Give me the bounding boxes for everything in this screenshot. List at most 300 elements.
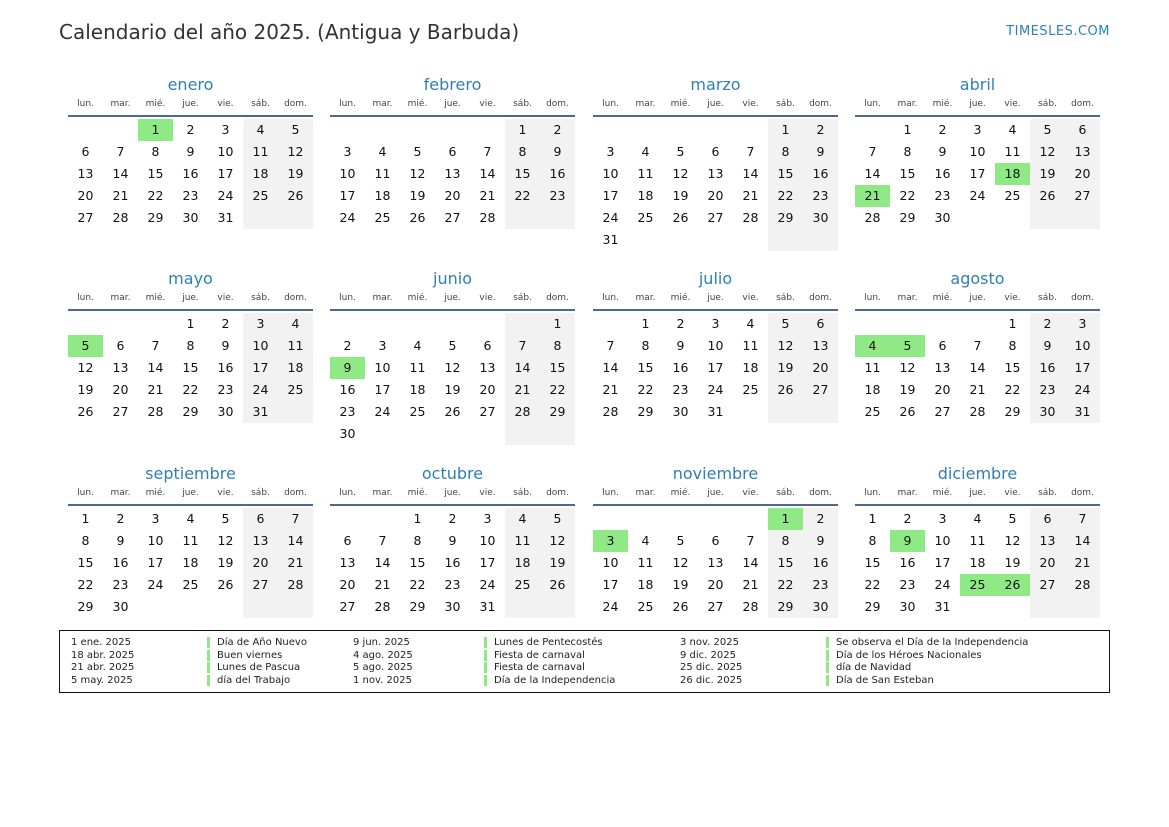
day-cell[interactable]: 15	[899, 166, 916, 181]
day-cell[interactable]: 21	[742, 188, 759, 203]
day-cell[interactable]: 13	[934, 360, 951, 375]
day-cell[interactable]: 1	[868, 511, 877, 526]
day-cell[interactable]: 15	[147, 166, 164, 181]
day-cell[interactable]: 3	[151, 511, 160, 526]
day-cell[interactable]: 13	[444, 166, 461, 181]
day-cell[interactable]: 5	[448, 338, 457, 353]
day-cell[interactable]: 15	[768, 163, 803, 185]
day-cell[interactable]: 17	[602, 188, 619, 203]
day-cell[interactable]: 16	[934, 166, 951, 181]
day-cell[interactable]: 24	[217, 188, 234, 203]
day-cell[interactable]: 9	[890, 530, 925, 552]
day-cell[interactable]: 31	[1065, 401, 1100, 423]
day-cell[interactable]: 6	[81, 144, 90, 159]
day-cell[interactable]: 24	[479, 577, 496, 592]
day-cell[interactable]: 8	[641, 338, 650, 353]
brand-link[interactable]: TIMESLES.COM	[1006, 24, 1110, 39]
day-cell[interactable]: 18	[637, 188, 654, 203]
day-cell[interactable]: 1	[413, 511, 422, 526]
day-cell[interactable]: 16	[444, 555, 461, 570]
day-cell[interactable]: 14	[742, 166, 759, 181]
day-cell[interactable]: 30	[339, 426, 356, 441]
day-cell[interactable]: 7	[378, 533, 387, 548]
day-cell[interactable]: 26	[672, 599, 689, 614]
day-cell[interactable]: 6	[803, 313, 838, 335]
day-cell[interactable]: 16	[182, 166, 199, 181]
day-cell[interactable]: 10	[147, 533, 164, 548]
day-cell[interactable]: 8	[540, 335, 575, 357]
day-cell[interactable]: 5	[890, 335, 925, 357]
day-cell[interactable]: 24	[243, 379, 278, 401]
day-cell[interactable]: 13	[803, 335, 838, 357]
day-cell[interactable]: 12	[768, 335, 803, 357]
day-cell[interactable]: 27	[707, 599, 724, 614]
day-cell[interactable]: 4	[278, 313, 313, 335]
day-cell[interactable]: 24	[602, 210, 619, 225]
day-cell[interactable]: 29	[899, 210, 916, 225]
day-cell[interactable]: 12	[217, 533, 234, 548]
day-cell[interactable]: 2	[938, 122, 947, 137]
day-cell[interactable]: 7	[746, 533, 755, 548]
day-cell[interactable]: 19	[672, 188, 689, 203]
day-cell[interactable]: 14	[505, 357, 540, 379]
day-cell[interactable]: 6	[711, 144, 720, 159]
day-cell[interactable]: 19	[672, 577, 689, 592]
day-cell[interactable]: 9	[676, 338, 685, 353]
day-cell[interactable]: 17	[243, 357, 278, 379]
day-cell[interactable]: 31	[707, 404, 724, 419]
day-cell[interactable]: 18	[505, 552, 540, 574]
day-cell[interactable]: 24	[602, 599, 619, 614]
day-cell[interactable]: 15	[768, 552, 803, 574]
day-cell[interactable]: 1	[1008, 316, 1017, 331]
day-cell[interactable]: 16	[672, 360, 689, 375]
day-cell[interactable]: 12	[77, 360, 94, 375]
day-cell[interactable]: 16	[803, 552, 838, 574]
day-cell[interactable]: 12	[899, 360, 916, 375]
day-cell[interactable]: 22	[409, 577, 426, 592]
day-cell[interactable]: 26	[217, 577, 234, 592]
day-cell[interactable]: 16	[803, 163, 838, 185]
day-cell[interactable]: 13	[243, 530, 278, 552]
day-cell[interactable]: 27	[112, 404, 129, 419]
day-cell[interactable]: 22	[637, 382, 654, 397]
day-cell[interactable]: 10	[707, 338, 724, 353]
day-cell[interactable]: 29	[864, 599, 881, 614]
day-cell[interactable]: 13	[707, 166, 724, 181]
day-cell[interactable]: 8	[1008, 338, 1017, 353]
day-cell[interactable]: 17	[602, 577, 619, 592]
day-cell[interactable]: 14	[278, 530, 313, 552]
day-cell[interactable]: 22	[182, 382, 199, 397]
day-cell[interactable]: 7	[151, 338, 160, 353]
day-cell[interactable]: 3	[711, 316, 720, 331]
day-cell[interactable]: 15	[637, 360, 654, 375]
day-cell[interactable]: 21	[112, 188, 129, 203]
day-cell[interactable]: 7	[483, 144, 492, 159]
day-cell[interactable]: 31	[602, 232, 619, 247]
day-cell[interactable]: 31	[934, 599, 951, 614]
day-cell[interactable]: 3	[1065, 313, 1100, 335]
day-cell[interactable]: 25	[243, 185, 278, 207]
day-cell[interactable]: 28	[374, 599, 391, 614]
day-cell[interactable]: 26	[278, 185, 313, 207]
day-cell[interactable]: 28	[479, 210, 496, 225]
day-cell[interactable]: 22	[768, 574, 803, 596]
day-cell[interactable]: 1	[81, 511, 90, 526]
day-cell[interactable]: 24	[339, 210, 356, 225]
day-cell[interactable]: 12	[1030, 141, 1065, 163]
day-cell[interactable]: 3	[938, 511, 947, 526]
day-cell[interactable]: 7	[505, 335, 540, 357]
day-cell[interactable]: 13	[707, 555, 724, 570]
day-cell[interactable]: 11	[742, 338, 759, 353]
day-cell[interactable]: 21	[742, 577, 759, 592]
day-cell[interactable]: 29	[182, 404, 199, 419]
day-cell[interactable]: 20	[934, 382, 951, 397]
day-cell[interactable]: 28	[505, 401, 540, 423]
day-cell[interactable]: 26	[77, 404, 94, 419]
day-cell[interactable]: 26	[899, 404, 916, 419]
day-cell[interactable]: 25	[637, 210, 654, 225]
day-cell[interactable]: 11	[409, 360, 426, 375]
day-cell[interactable]: 9	[448, 533, 457, 548]
day-cell[interactable]: 17	[969, 166, 986, 181]
day-cell[interactable]: 22	[768, 185, 803, 207]
day-cell[interactable]: 15	[182, 360, 199, 375]
day-cell[interactable]: 21	[1065, 552, 1100, 574]
day-cell[interactable]: 25	[637, 599, 654, 614]
day-cell[interactable]: 29	[1004, 404, 1021, 419]
day-cell[interactable]: 2	[903, 511, 912, 526]
day-cell[interactable]: 20	[1065, 163, 1100, 185]
day-cell[interactable]: 9	[116, 533, 125, 548]
day-cell[interactable]: 7	[606, 338, 615, 353]
day-cell[interactable]: 26	[444, 404, 461, 419]
day-cell[interactable]: 27	[339, 599, 356, 614]
day-cell[interactable]: 26	[1030, 185, 1065, 207]
day-cell[interactable]: 25	[505, 574, 540, 596]
day-cell[interactable]: 3	[221, 122, 230, 137]
day-cell[interactable]: 30	[182, 210, 199, 225]
day-cell[interactable]: 26	[768, 379, 803, 401]
day-cell[interactable]: 19	[540, 552, 575, 574]
day-cell[interactable]: 18	[374, 188, 391, 203]
day-cell[interactable]: 27	[444, 210, 461, 225]
day-cell[interactable]: 26	[409, 210, 426, 225]
day-cell[interactable]: 11	[243, 141, 278, 163]
day-cell[interactable]: 5	[676, 144, 685, 159]
day-cell[interactable]: 14	[479, 166, 496, 181]
day-cell[interactable]: 4	[1008, 122, 1017, 137]
day-cell[interactable]: 1	[903, 122, 912, 137]
day-cell[interactable]: 17	[479, 555, 496, 570]
day-cell[interactable]: 20	[707, 188, 724, 203]
day-cell[interactable]: 4	[641, 533, 650, 548]
day-cell[interactable]: 29	[637, 404, 654, 419]
day-cell[interactable]: 31	[217, 210, 234, 225]
day-cell[interactable]: 13	[77, 166, 94, 181]
day-cell[interactable]: 7	[973, 338, 982, 353]
day-cell[interactable]: 14	[374, 555, 391, 570]
day-cell[interactable]: 31	[479, 599, 496, 614]
day-cell[interactable]: 20	[479, 382, 496, 397]
day-cell[interactable]: 30	[444, 599, 461, 614]
day-cell[interactable]: 9	[1030, 335, 1065, 357]
day-cell[interactable]: 2	[676, 316, 685, 331]
day-cell[interactable]: 20	[112, 382, 129, 397]
day-cell[interactable]: 2	[448, 511, 457, 526]
day-cell[interactable]: 16	[540, 163, 575, 185]
day-cell[interactable]: 15	[505, 163, 540, 185]
day-cell[interactable]: 5	[1030, 119, 1065, 141]
day-cell[interactable]: 26	[540, 574, 575, 596]
day-cell[interactable]: 1	[186, 316, 195, 331]
day-cell[interactable]: 6	[938, 338, 947, 353]
day-cell[interactable]: 13	[112, 360, 129, 375]
day-cell[interactable]: 15	[409, 555, 426, 570]
day-cell[interactable]: 25	[1004, 188, 1021, 203]
day-cell[interactable]: 23	[899, 577, 916, 592]
day-cell[interactable]: 2	[221, 316, 230, 331]
day-cell[interactable]: 18	[243, 163, 278, 185]
day-cell[interactable]: 9	[330, 357, 365, 379]
day-cell[interactable]: 7	[116, 144, 125, 159]
day-cell[interactable]: 30	[1030, 401, 1065, 423]
day-cell[interactable]: 13	[339, 555, 356, 570]
day-cell[interactable]: 25	[182, 577, 199, 592]
day-cell[interactable]: 8	[868, 533, 877, 548]
day-cell[interactable]: 8	[186, 338, 195, 353]
day-cell[interactable]: 12	[444, 360, 461, 375]
day-cell[interactable]: 20	[339, 577, 356, 592]
day-cell[interactable]: 28	[278, 574, 313, 596]
day-cell[interactable]: 30	[803, 207, 838, 229]
day-cell[interactable]: 8	[81, 533, 90, 548]
day-cell[interactable]: 5	[1008, 511, 1017, 526]
day-cell[interactable]: 5	[676, 533, 685, 548]
day-cell[interactable]: 18	[637, 577, 654, 592]
day-cell[interactable]: 25	[864, 404, 881, 419]
day-cell[interactable]: 6	[343, 533, 352, 548]
day-cell[interactable]: 10	[602, 166, 619, 181]
day-cell[interactable]: 22	[899, 188, 916, 203]
day-cell[interactable]: 12	[540, 530, 575, 552]
day-cell[interactable]: 19	[444, 382, 461, 397]
day-cell[interactable]: 29	[768, 207, 803, 229]
day-cell[interactable]: 24	[374, 404, 391, 419]
day-cell[interactable]: 16	[112, 555, 129, 570]
day-cell[interactable]: 16	[339, 382, 356, 397]
day-cell[interactable]: 3	[606, 144, 615, 159]
day-cell[interactable]: 28	[1065, 574, 1100, 596]
day-cell[interactable]: 24	[934, 577, 951, 592]
day-cell[interactable]: 29	[768, 596, 803, 618]
day-cell[interactable]: 2	[186, 122, 195, 137]
day-cell[interactable]: 30	[803, 596, 838, 618]
day-cell[interactable]: 21	[147, 382, 164, 397]
day-cell[interactable]: 5	[221, 511, 230, 526]
day-cell[interactable]: 9	[803, 530, 838, 552]
day-cell[interactable]: 3	[343, 144, 352, 159]
day-cell[interactable]: 14	[742, 555, 759, 570]
day-cell[interactable]: 13	[1030, 530, 1065, 552]
day-cell[interactable]: 5	[278, 119, 313, 141]
day-cell[interactable]: 3	[378, 338, 387, 353]
day-cell[interactable]: 24	[969, 188, 986, 203]
day-cell[interactable]: 24	[147, 577, 164, 592]
day-cell[interactable]: 10	[1065, 335, 1100, 357]
day-cell[interactable]: 22	[505, 185, 540, 207]
day-cell[interactable]: 12	[672, 555, 689, 570]
day-cell[interactable]: 16	[899, 555, 916, 570]
day-cell[interactable]: 21	[602, 382, 619, 397]
day-cell[interactable]: 5	[413, 144, 422, 159]
day-cell[interactable]: 14	[112, 166, 129, 181]
day-cell[interactable]: 3	[973, 122, 982, 137]
day-cell[interactable]: 30	[672, 404, 689, 419]
day-cell[interactable]: 19	[217, 555, 234, 570]
day-cell[interactable]: 2	[343, 338, 352, 353]
day-cell[interactable]: 19	[768, 357, 803, 379]
day-cell[interactable]: 9	[803, 141, 838, 163]
day-cell[interactable]: 29	[147, 210, 164, 225]
day-cell[interactable]: 21	[374, 577, 391, 592]
day-cell[interactable]: 10	[243, 335, 278, 357]
day-cell[interactable]: 10	[969, 144, 986, 159]
day-cell[interactable]: 22	[864, 577, 881, 592]
day-cell[interactable]: 17	[1065, 357, 1100, 379]
day-cell[interactable]: 13	[479, 360, 496, 375]
day-cell[interactable]: 25	[960, 574, 995, 596]
day-cell[interactable]: 1	[641, 316, 650, 331]
day-cell[interactable]: 7	[278, 508, 313, 530]
day-cell[interactable]: 4	[641, 144, 650, 159]
day-cell[interactable]: 25	[374, 210, 391, 225]
day-cell[interactable]: 11	[374, 166, 391, 181]
day-cell[interactable]: 18	[182, 555, 199, 570]
day-cell[interactable]: 27	[1030, 574, 1065, 596]
day-cell[interactable]: 14	[147, 360, 164, 375]
day-cell[interactable]: 1	[138, 119, 173, 141]
day-cell[interactable]: 29	[540, 401, 575, 423]
day-cell[interactable]: 6	[483, 338, 492, 353]
day-cell[interactable]: 12	[278, 141, 313, 163]
day-cell[interactable]: 18	[995, 163, 1030, 185]
day-cell[interactable]: 8	[151, 144, 160, 159]
day-cell[interactable]: 21	[855, 185, 890, 207]
day-cell[interactable]: 8	[903, 144, 912, 159]
day-cell[interactable]: 6	[243, 508, 278, 530]
day-cell[interactable]: 3	[243, 313, 278, 335]
day-cell[interactable]: 23	[672, 382, 689, 397]
day-cell[interactable]: 3	[593, 530, 628, 552]
day-cell[interactable]: 23	[112, 577, 129, 592]
day-cell[interactable]: 18	[969, 555, 986, 570]
day-cell[interactable]: 13	[1065, 141, 1100, 163]
day-cell[interactable]: 23	[217, 382, 234, 397]
day-cell[interactable]: 17	[934, 555, 951, 570]
day-cell[interactable]: 19	[77, 382, 94, 397]
day-cell[interactable]: 10	[339, 166, 356, 181]
day-cell[interactable]: 5	[540, 508, 575, 530]
day-cell[interactable]: 23	[934, 188, 951, 203]
day-cell[interactable]: 15	[1004, 360, 1021, 375]
day-cell[interactable]: 20	[77, 188, 94, 203]
day-cell[interactable]: 20	[1030, 552, 1065, 574]
day-cell[interactable]: 19	[899, 382, 916, 397]
day-cell[interactable]: 11	[637, 555, 654, 570]
day-cell[interactable]: 26	[672, 210, 689, 225]
day-cell[interactable]: 16	[1030, 357, 1065, 379]
day-cell[interactable]: 29	[77, 599, 94, 614]
day-cell[interactable]: 10	[217, 144, 234, 159]
day-cell[interactable]: 21	[969, 382, 986, 397]
day-cell[interactable]: 18	[409, 382, 426, 397]
day-cell[interactable]: 8	[413, 533, 422, 548]
day-cell[interactable]: 23	[339, 404, 356, 419]
day-cell[interactable]: 16	[217, 360, 234, 375]
day-cell[interactable]: 21	[479, 188, 496, 203]
day-cell[interactable]: 23	[803, 574, 838, 596]
day-cell[interactable]: 18	[864, 382, 881, 397]
day-cell[interactable]: 9	[186, 144, 195, 159]
day-cell[interactable]: 30	[217, 404, 234, 419]
day-cell[interactable]: 24	[707, 382, 724, 397]
day-cell[interactable]: 23	[444, 577, 461, 592]
day-cell[interactable]: 11	[182, 533, 199, 548]
day-cell[interactable]: 11	[1004, 144, 1021, 159]
day-cell[interactable]: 2	[1030, 313, 1065, 335]
day-cell[interactable]: 18	[742, 360, 759, 375]
day-cell[interactable]: 22	[77, 577, 94, 592]
day-cell[interactable]: 2	[803, 119, 838, 141]
day-cell[interactable]: 2	[540, 119, 575, 141]
day-cell[interactable]: 11	[637, 166, 654, 181]
day-cell[interactable]: 28	[969, 404, 986, 419]
day-cell[interactable]: 17	[339, 188, 356, 203]
day-cell[interactable]: 8	[768, 530, 803, 552]
day-cell[interactable]: 10	[934, 533, 951, 548]
day-cell[interactable]: 21	[505, 379, 540, 401]
day-cell[interactable]: 27	[1065, 185, 1100, 207]
day-cell[interactable]: 11	[278, 335, 313, 357]
day-cell[interactable]: 7	[1065, 508, 1100, 530]
day-cell[interactable]: 20	[803, 357, 838, 379]
day-cell[interactable]: 4	[746, 316, 755, 331]
day-cell[interactable]: 28	[742, 599, 759, 614]
day-cell[interactable]: 25	[278, 379, 313, 401]
day-cell[interactable]: 17	[707, 360, 724, 375]
day-cell[interactable]: 9	[221, 338, 230, 353]
day-cell[interactable]: 21	[278, 552, 313, 574]
day-cell[interactable]: 14	[969, 360, 986, 375]
day-cell[interactable]: 15	[864, 555, 881, 570]
day-cell[interactable]: 20	[444, 188, 461, 203]
day-cell[interactable]: 6	[116, 338, 125, 353]
day-cell[interactable]: 7	[746, 144, 755, 159]
day-cell[interactable]: 1	[505, 119, 540, 141]
day-cell[interactable]: 11	[969, 533, 986, 548]
day-cell[interactable]: 27	[243, 574, 278, 596]
day-cell[interactable]: 28	[742, 210, 759, 225]
day-cell[interactable]: 25	[409, 404, 426, 419]
day-cell[interactable]: 28	[147, 404, 164, 419]
day-cell[interactable]: 4	[413, 338, 422, 353]
day-cell[interactable]: 8	[505, 141, 540, 163]
day-cell[interactable]: 11	[864, 360, 881, 375]
day-cell[interactable]: 17	[217, 166, 234, 181]
